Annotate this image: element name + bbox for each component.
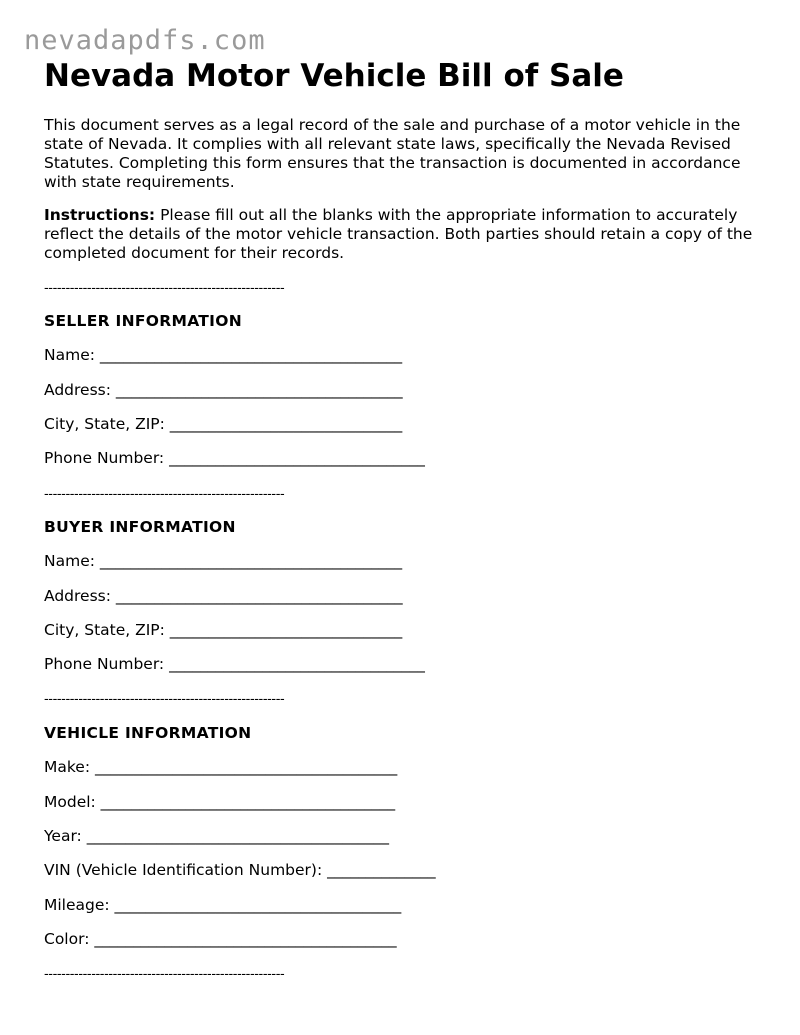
page-title: Nevada Motor Vehicle Bill of Sale — [44, 58, 624, 94]
divider: -------------------------------------------------------- — [44, 967, 285, 982]
buyer-city-state-zip-field[interactable]: City, State, ZIP: ______________________________ — [44, 621, 403, 639]
vehicle-section-title: VEHICLE INFORMATION — [44, 724, 252, 742]
buyer-name-field[interactable]: Name: _______________________________________ — [44, 552, 403, 570]
instructions-paragraph — [44, 206, 756, 263]
site-watermark: nevadapdfs.com — [24, 25, 266, 56]
instructions-label: Instructions: — [44, 206, 156, 224]
divider: -------------------------------------------------------- — [44, 487, 285, 502]
vehicle-color-field[interactable]: Color: _______________________________________ — [44, 930, 397, 948]
buyer-address-field[interactable]: Address: _____________________________________ — [44, 587, 403, 605]
seller-city-state-zip-field[interactable]: City, State, ZIP: ______________________________ — [44, 415, 403, 433]
seller-section-title: SELLER INFORMATION — [44, 312, 242, 330]
intro-paragraph: This document serves as a legal record of the sale and purchase of a motor vehicle in the state of Nevada. It complies with all relevant state laws, specifically the Nevada Revised Statutes. Completing this form ensures that the transaction is documented in accordance with state requirements. — [44, 116, 741, 191]
vehicle-vin-field[interactable]: VIN (Vehicle Identification Number): ______________ — [44, 861, 436, 879]
divider: -------------------------------------------------------- — [44, 281, 285, 296]
vehicle-make-field[interactable]: Make: _______________________________________ — [44, 758, 398, 776]
instructions-text: Please fill out all the blanks with the appropriate information to accurately reflect the details of the motor vehicle transaction. Both parties should retain a copy of the completed document for their records. — [44, 206, 753, 262]
seller-phone-field[interactable]: Phone Number: _________________________________ — [44, 449, 425, 467]
vehicle-model-field[interactable]: Model: ______________________________________ — [44, 793, 396, 811]
seller-address-field[interactable]: Address: _____________________________________ — [44, 381, 403, 399]
divider: -------------------------------------------------------- — [44, 692, 285, 707]
buyer-phone-field[interactable]: Phone Number: _________________________________ — [44, 655, 425, 673]
vehicle-mileage-field[interactable]: Mileage: _____________________________________ — [44, 896, 402, 914]
vehicle-year-field[interactable]: Year: _______________________________________ — [44, 827, 389, 845]
seller-name-field[interactable]: Name: _______________________________________ — [44, 346, 403, 364]
buyer-section-title: BUYER INFORMATION — [44, 518, 236, 536]
